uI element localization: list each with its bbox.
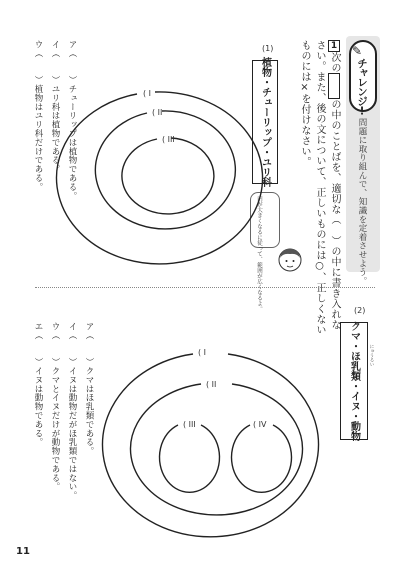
- problem2-inner-oval-right: [232, 425, 292, 492]
- problem2-blank-1: ( I: [198, 348, 207, 357]
- problem2-title: クマ・ほ乳類・イヌ・動物: [348, 321, 360, 441]
- problem1-statement-a: ア（ ）チューリップは植物である。: [67, 40, 77, 201]
- instruction-line-2: さい。また、後の文について、正しいものには○、正しくない: [314, 40, 325, 335]
- problem1-blank-3: ( III: [162, 135, 175, 144]
- instruction-line-1: 1次のの中のことばを、適切な（ ）の中に書き入れな: [329, 41, 340, 330]
- question-number: 1: [329, 41, 339, 52]
- page-number: 11: [16, 546, 30, 557]
- hint-text: 円が大きくなるに従って、範囲が広くなるよ。: [256, 196, 262, 312]
- challenge-label: チャレンジ!: [356, 58, 368, 117]
- problem2-statement-b: イ（ ）イヌは動物だがほ乳類ではない。: [67, 322, 77, 501]
- problem2-statement-c: ウ（ ）クマとイヌだけが動物である。: [50, 322, 60, 492]
- problem1-blank-1: ( I: [143, 89, 152, 98]
- problem2-blank-2: ( II: [206, 380, 217, 389]
- problem1-title: 植物・チューリップ・ユリ科: [259, 57, 271, 187]
- problem1-statement-c: ウ（ ）植物はユリ科だけである。: [33, 40, 43, 192]
- problem2-blank-4: ( IV: [253, 420, 267, 429]
- problem2-statement-d: エ（ ）イヌは動物である。: [33, 322, 43, 447]
- pencil-icon: ✎: [352, 44, 363, 58]
- problem2-statement-a: ア（ ）クマはほ乳類である。: [84, 322, 94, 456]
- sidebar-description: 問題に取り組んで、知識を定着させよう。: [357, 118, 367, 286]
- problem1-blank-2: ( II: [152, 108, 163, 117]
- problem2-label: (2): [354, 306, 366, 315]
- problem1-label: (1): [262, 44, 274, 53]
- instruction-line-3: ものには×を付けなさい。: [299, 40, 310, 167]
- problem2-inner-oval-left: [160, 425, 220, 492]
- problem1-statement-b: イ（ ）ユリ科は植物である。: [50, 40, 60, 174]
- problem2-middle-oval: [130, 384, 302, 515]
- problem2-ruby: にゅうるい: [369, 344, 374, 367]
- problem2-blank-3: ( III: [183, 420, 196, 429]
